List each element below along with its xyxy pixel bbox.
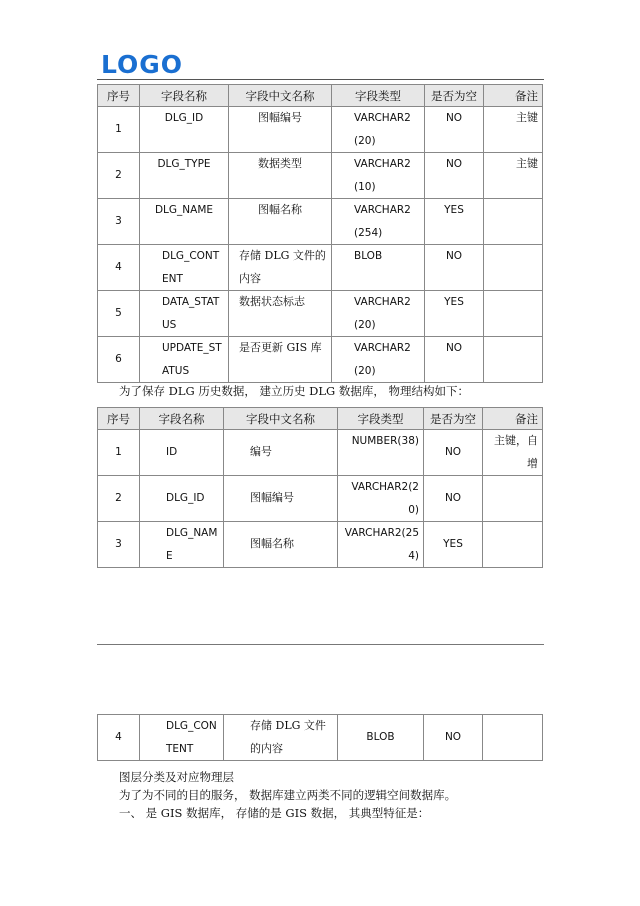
table-row [98, 430, 543, 476]
cell-field: DLG_NAME [140, 522, 224, 568]
cell-nullable: YES [425, 291, 484, 337]
header-cell: 字段名称 [140, 408, 224, 430]
logo: LOGO [101, 50, 184, 79]
cell-type: VARCHAR2(254) [338, 522, 424, 568]
table-row [98, 522, 543, 568]
cell-note: 主键 [484, 107, 543, 153]
paragraph-gis-database: 一、 是 GIS 数据库， 存储的是 GIS 数据， 其典型特征是： [119, 806, 430, 820]
cell-cn-name: 存储 DLG 文件的内容 [224, 715, 338, 761]
cell-cn-name: 是否更新 GIS 库 [229, 337, 332, 383]
header-cell: 字段名称 [140, 85, 229, 107]
cell-nullable: YES [424, 522, 483, 568]
cell-cn-name: 图幅编号 [224, 476, 338, 522]
cell-no: 1 [98, 107, 140, 153]
cell-field: DLG_ID [140, 107, 229, 153]
cell-note [484, 291, 543, 337]
cell-no: 6 [98, 337, 140, 383]
cell-note: 主键，自增 [483, 430, 543, 476]
cell-note: 主键 [484, 153, 543, 199]
cell-no: 4 [98, 245, 140, 291]
cell-type: VARCHAR2(20) [332, 291, 425, 337]
cell-no: 3 [98, 199, 140, 245]
caption-history-table: 为了保存 DLG 历史数据， 建立历史 DLG 数据库， 物理结构如下： [119, 384, 470, 398]
cell-no: 1 [98, 430, 140, 476]
cell-type: VARCHAR2(20) [338, 476, 424, 522]
cell-note [483, 715, 543, 761]
table-dlg-history [97, 407, 543, 568]
table-header-row [98, 408, 543, 430]
header-rule [97, 79, 544, 80]
header-cell: 字段类型 [332, 85, 425, 107]
cell-nullable: NO [425, 245, 484, 291]
cell-note [484, 245, 543, 291]
cell-cn-name: 数据状态标志 [229, 291, 332, 337]
header-cell: 备注 [484, 85, 543, 107]
cell-field: DLG_NAME [140, 199, 229, 245]
cell-nullable: NO [424, 430, 483, 476]
cell-nullable: YES [425, 199, 484, 245]
cell-no: 3 [98, 522, 140, 568]
table-row [98, 337, 543, 383]
page-break-rule [97, 644, 544, 645]
cell-no: 2 [98, 476, 140, 522]
cell-nullable: NO [425, 107, 484, 153]
cell-type: VARCHAR2(10) [332, 153, 425, 199]
cell-type: VARCHAR2(20) [332, 107, 425, 153]
cell-field: DLG_CONTENT [140, 245, 229, 291]
cell-field: DLG_TYPE [140, 153, 229, 199]
cell-field: DATA_STATUS [140, 291, 229, 337]
cell-note [483, 476, 543, 522]
cell-type: VARCHAR2(254) [332, 199, 425, 245]
cell-nullable: NO [424, 476, 483, 522]
table-row [98, 715, 543, 761]
header-cell: 是否为空 [425, 85, 484, 107]
cell-cn-name: 图幅名称 [229, 199, 332, 245]
header-cell: 序号 [98, 408, 140, 430]
cell-cn-name: 图幅编号 [229, 107, 332, 153]
cell-field: DLG_CONTENT [140, 715, 224, 761]
cell-no: 5 [98, 291, 140, 337]
cell-field: DLG_ID [140, 476, 224, 522]
cell-type: NUMBER(38) [338, 430, 424, 476]
cell-cn-name: 图幅名称 [224, 522, 338, 568]
header-cell: 是否为空 [424, 408, 483, 430]
header-cell: 字段类型 [338, 408, 424, 430]
header-cell: 字段中文名称 [224, 408, 338, 430]
cell-type: VARCHAR2(20) [332, 337, 425, 383]
table-row [98, 107, 543, 153]
cell-nullable: NO [425, 153, 484, 199]
cell-field: UPDATE_STATUS [140, 337, 229, 383]
table-row [98, 476, 543, 522]
table-row [98, 199, 543, 245]
cell-nullable: NO [425, 337, 484, 383]
header-cell: 字段中文名称 [229, 85, 332, 107]
cell-type: BLOB [338, 715, 424, 761]
cell-type: BLOB [332, 245, 425, 291]
cell-no: 2 [98, 153, 140, 199]
cell-note [483, 522, 543, 568]
header-cell: 备注 [483, 408, 543, 430]
table-row [98, 291, 543, 337]
cell-cn-name: 数据类型 [229, 153, 332, 199]
cell-note [484, 199, 543, 245]
table-row [98, 153, 543, 199]
paragraph-purpose: 为了为不同的目的服务， 数据库建立两类不同的逻辑空间数据库。 [119, 788, 457, 802]
cell-field: ID [140, 430, 224, 476]
header-cell: 序号 [98, 85, 140, 107]
paragraph-layer-classification: 图层分类及对应物理层 [119, 770, 234, 784]
table-row [98, 245, 543, 291]
cell-cn-name: 存储 DLG 文件的内容 [229, 245, 332, 291]
cell-nullable: NO [424, 715, 483, 761]
table-header-row [98, 85, 543, 107]
table-dlg-structure [97, 84, 543, 383]
table-dlg-history-continued [97, 714, 543, 761]
cell-cn-name: 编号 [224, 430, 338, 476]
cell-note [484, 337, 543, 383]
cell-no: 4 [98, 715, 140, 761]
